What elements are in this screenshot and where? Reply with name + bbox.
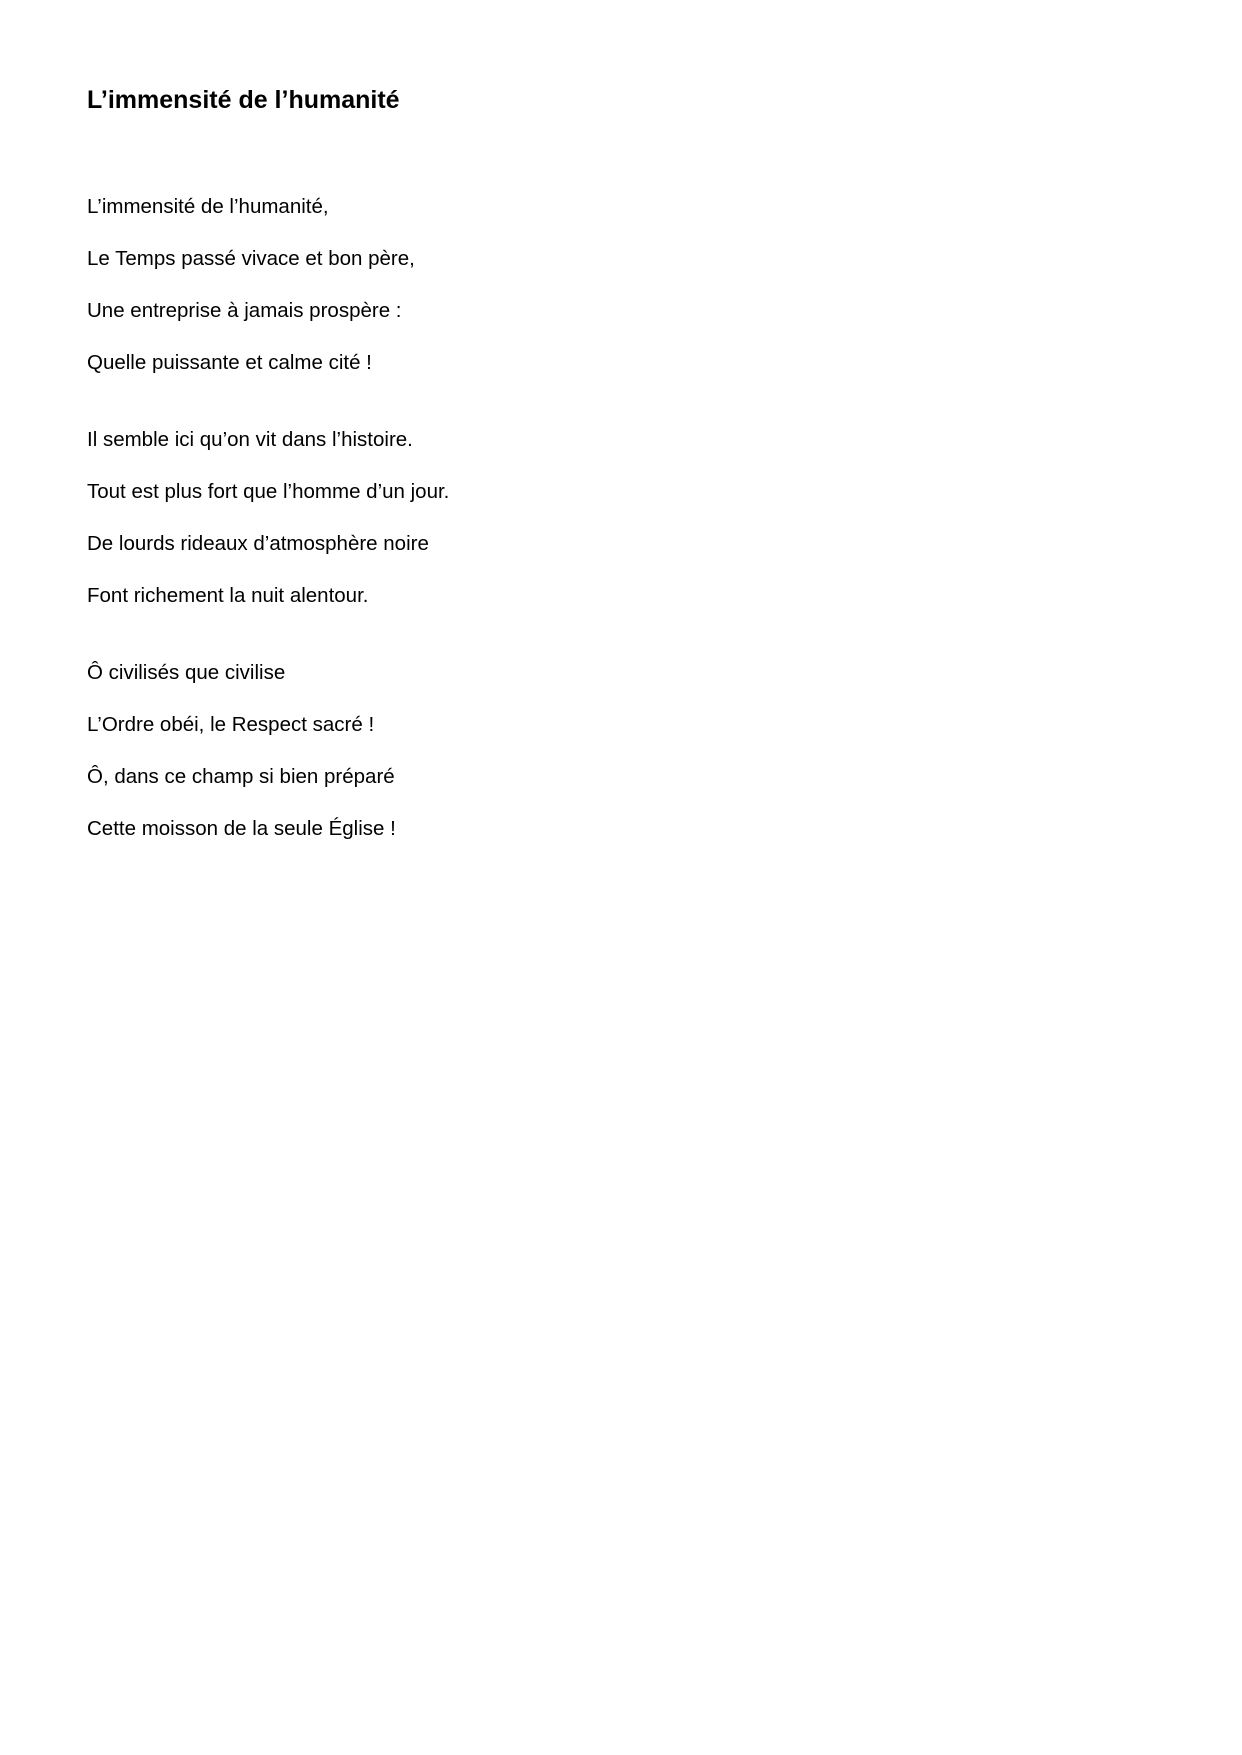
verse-line: De lourds rideaux d’atmosphère noire bbox=[87, 532, 429, 555]
verse-line: Quelle puissante et calme cité ! bbox=[87, 351, 372, 374]
verse-line: Font richement la nuit alentour. bbox=[87, 584, 369, 607]
verse-line: L’Ordre obéi, le Respect sacré ! bbox=[87, 713, 375, 736]
poem-title: L’immensité de l’humanité bbox=[87, 86, 400, 114]
verse-line: L’immensité de l’humanité, bbox=[87, 195, 329, 218]
stanza-1 bbox=[87, 195, 449, 378]
verse-line: Il semble ici qu’on vit dans l’histoire. bbox=[87, 428, 413, 451]
verse-line: Ô, dans ce champ si bien préparé bbox=[87, 765, 395, 788]
verse-line: Une entreprise à jamais prospère : bbox=[87, 299, 402, 322]
verse-line: Tout est plus fort que l’homme d’un jour. bbox=[87, 480, 450, 503]
stanza-2 bbox=[87, 428, 449, 611]
stanza-3 bbox=[87, 661, 449, 844]
poem-body bbox=[87, 195, 449, 894]
verse-line: Cette moisson de la seule Église ! bbox=[87, 817, 396, 840]
verse-line: Le Temps passé vivace et bon père, bbox=[87, 247, 415, 270]
verse-line: Ô civilisés que civilise bbox=[87, 661, 286, 684]
